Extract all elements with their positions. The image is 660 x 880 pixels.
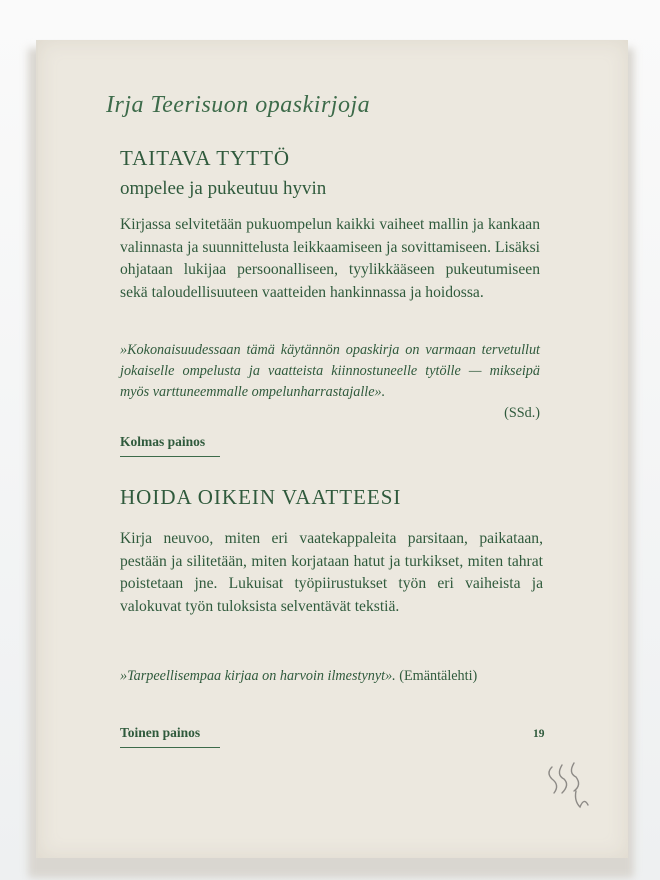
book2-review bbox=[120, 666, 544, 687]
book2-description: Kirja neuvoo, miten eri vaatekappaleita parsitaan, paikataan, pestään ja silitetään, miten korjataan hatut ja turkikset, miten tahrat poistetaan jne. Lukuisat työpiirustukset työn eri vaiheista ja valokuvat työn tuloksista selventävät tekstiä. bbox=[120, 530, 543, 615]
book2-review-source: (Emäntälehti) bbox=[399, 668, 478, 684]
book1-review-quote: »Kokonaisuudessaan tämä käytännön opaskirja on varmaan tervetullut jokaiselle ompelusta ja vaatteista kiinnostuneelle tytölle — mikseipä myös varttuneemmalle ompelunharrastajalle». bbox=[120, 342, 540, 400]
book2-edition: Toinen painos bbox=[120, 725, 220, 748]
book1-review bbox=[120, 340, 540, 424]
book2-review-quote: »Tarpeellisempaa kirjaa on harvoin ilmestynyt». bbox=[120, 668, 396, 684]
series-title: Irja Teerisuon opaskirjoja bbox=[106, 92, 371, 118]
book1-subtitle: ompelee ja pukeutuu hyvin bbox=[120, 178, 327, 199]
book2-title: HOIDA OIKEIN VAATTEESI bbox=[120, 485, 402, 509]
book1-review-source: (SSd.) bbox=[504, 405, 540, 421]
page-number: 19 bbox=[533, 728, 545, 740]
book1-edition: Kolmas painos bbox=[120, 434, 220, 457]
pencil-mark-icon bbox=[540, 745, 600, 815]
book1-title: TAITAVA TYTTÖ bbox=[120, 146, 291, 170]
book1-description: Kirjassa selvitetään pukuompelun kaikki vaiheet mallin ja kankaan valinnasta ja suunnittelusta leikkaamiseen ja sovittamiseen. Lisäksi ohjataan lukijaa persoonalliseen, tyylikkääseen pukeutumiseen sekä taloudellisuuteen vaatteiden hankinnassa ja hoidossa. bbox=[120, 216, 540, 301]
